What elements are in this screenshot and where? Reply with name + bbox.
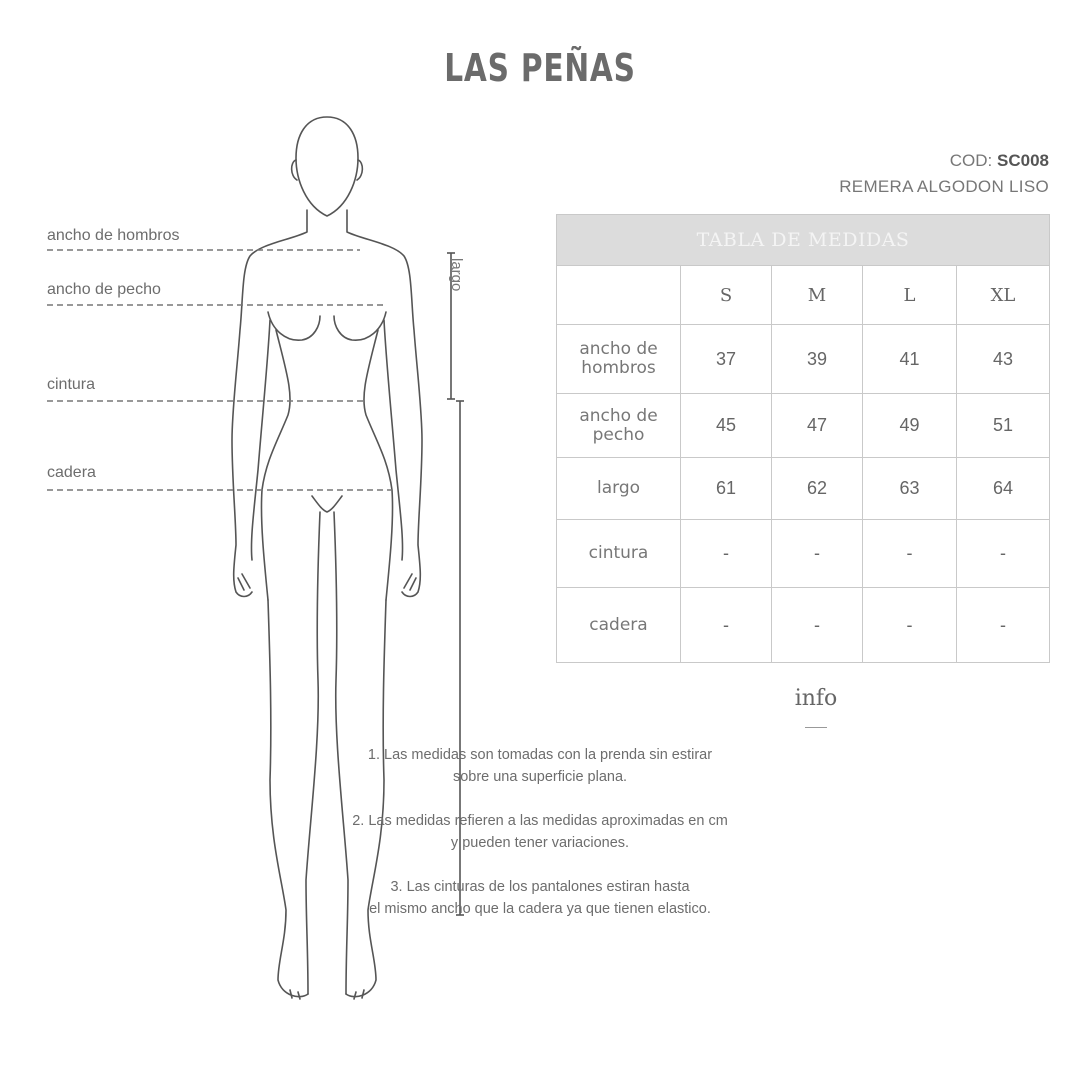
table-cell: - — [957, 588, 1050, 663]
product-name: REMERA ALGODON LISO — [839, 177, 1049, 196]
info-title: info — [794, 686, 838, 711]
info-note-1-line-2: sobre una superficie plana. — [452, 769, 628, 785]
figure-torso-right — [347, 210, 422, 597]
table-cell: - — [863, 588, 957, 663]
table-title: TABLA DE MEDIDAS — [557, 215, 1050, 266]
table-cell: 62 — [772, 458, 863, 520]
code-value: SC008 — [997, 151, 1049, 170]
info-note-3-line-2: el mismo ancho que la cadera ya que tienen elastico. — [369, 901, 711, 917]
table-row — [557, 458, 1050, 520]
table-cell: - — [772, 520, 863, 588]
row-label: largo — [557, 458, 681, 520]
row-label: cadera — [557, 588, 681, 663]
label-chest: ancho de pecho — [47, 281, 161, 298]
info-note-2-line-2: y pueden tener variaciones. — [450, 835, 630, 851]
table-row — [557, 394, 1050, 458]
table-cell: - — [957, 520, 1050, 588]
table-cell: - — [681, 520, 772, 588]
table-cell: 64 — [957, 458, 1050, 520]
size-xl: XL — [957, 266, 1050, 325]
figure-torso-left — [232, 210, 307, 597]
table-cell: 63 — [863, 458, 957, 520]
size-m: M — [772, 266, 863, 325]
label-shoulders: ancho de hombros — [47, 227, 180, 244]
table-cell: 41 — [863, 325, 957, 394]
size-l: L — [863, 266, 957, 325]
size-table — [556, 214, 1050, 663]
row-label: cintura — [557, 520, 681, 588]
table-cell: 43 — [957, 325, 1050, 394]
size-s: S — [681, 266, 772, 325]
code-label: COD: — [949, 151, 993, 170]
info-divider — [805, 727, 827, 728]
row-label: ancho de pecho — [557, 394, 681, 458]
table-cell: 49 — [863, 394, 957, 458]
label-hip: cadera — [47, 464, 96, 481]
table-row — [557, 325, 1050, 394]
label-waist: cintura — [47, 376, 96, 393]
size-header-row — [557, 266, 1050, 325]
table-cell: 51 — [957, 394, 1050, 458]
brand-title: LAS PEÑAS — [444, 46, 636, 90]
table-row — [557, 520, 1050, 588]
info-note-1-line-1: 1. Las medidas son tomadas con la prenda sin estirar — [367, 747, 713, 763]
table-cell: 39 — [772, 325, 863, 394]
table-cell: 47 — [772, 394, 863, 458]
table-cell: 37 — [681, 325, 772, 394]
table-cell: - — [681, 588, 772, 663]
table-cell: 45 — [681, 394, 772, 458]
corner-cell — [557, 266, 681, 325]
info-note-3-line-1: 3. Las cinturas de los pantalones estiran hasta — [390, 879, 690, 895]
info-note-2-line-1: 2. Las medidas refieren a las medidas aproximadas en cm — [352, 813, 728, 829]
row-label: ancho de hombros — [557, 325, 681, 394]
table-cell: - — [772, 588, 863, 663]
table-row — [557, 588, 1050, 663]
table-cell: - — [863, 520, 957, 588]
figure-head — [296, 117, 358, 216]
label-length: largo — [448, 258, 465, 292]
table-cell: 61 — [681, 458, 772, 520]
table-header-row — [557, 215, 1050, 266]
